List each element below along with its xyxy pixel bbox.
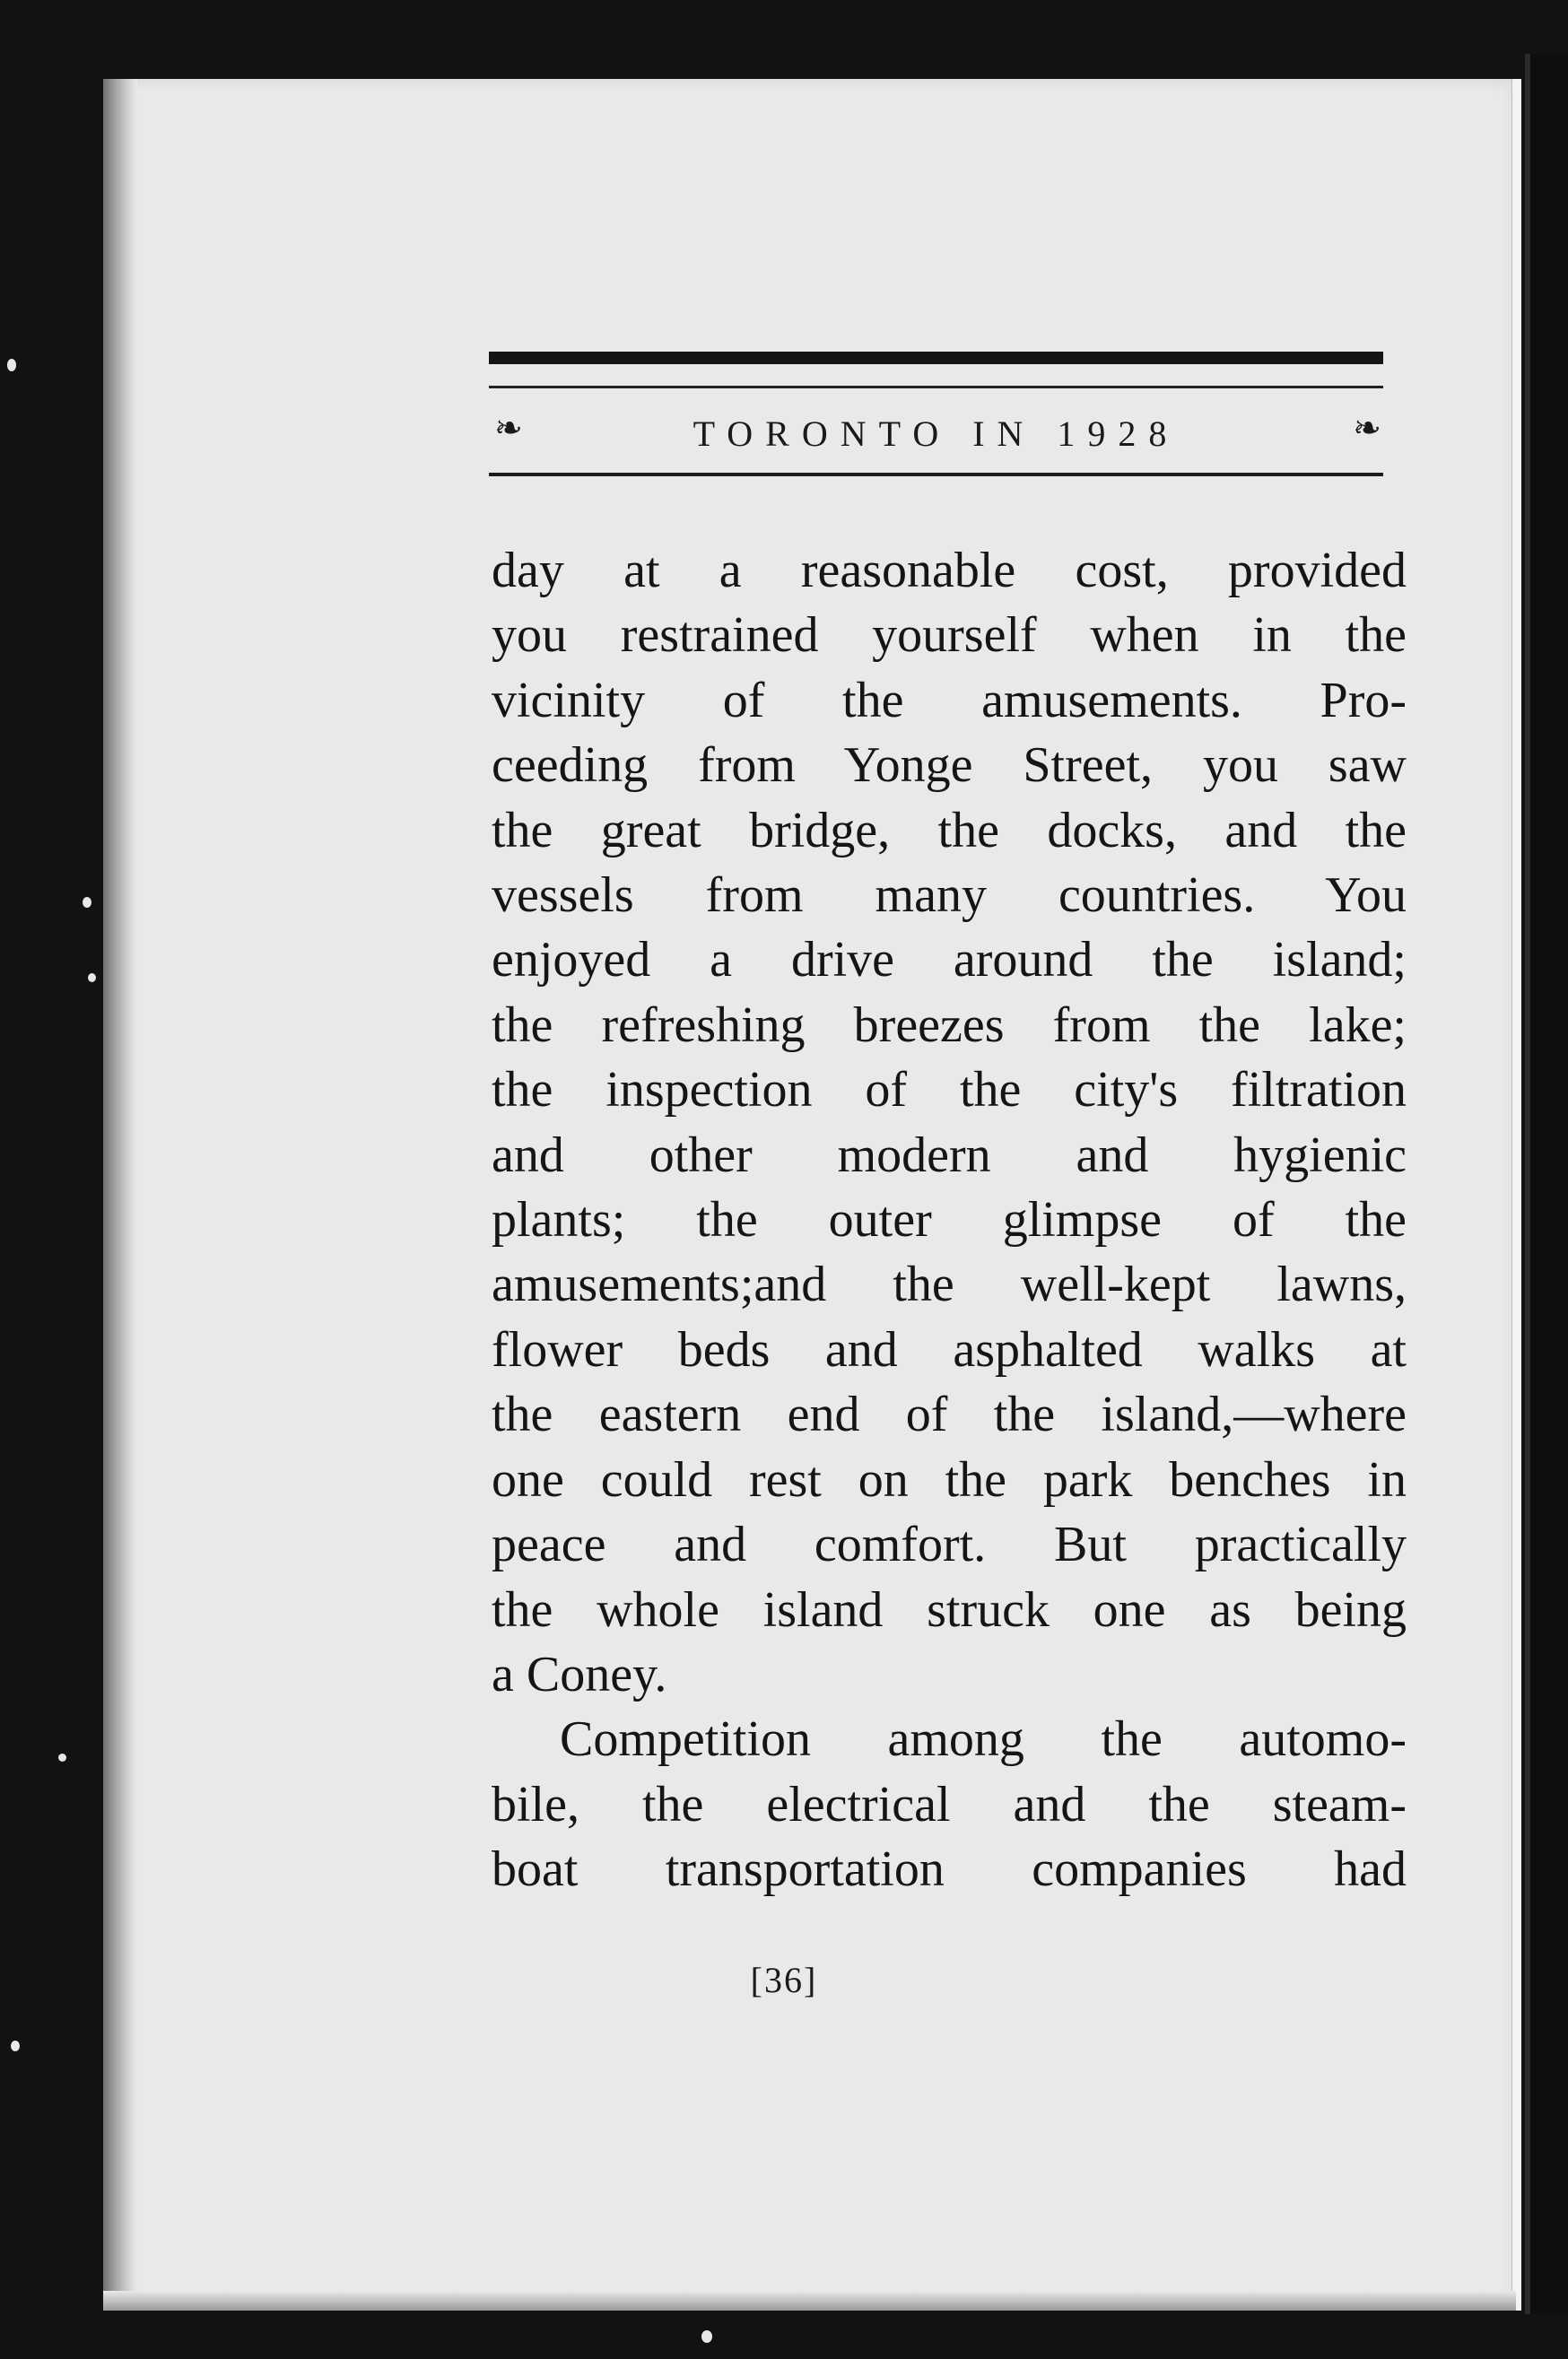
text-line: the inspection of the city's filtration xyxy=(492,1062,1407,1119)
head-rule-bottom xyxy=(489,473,1383,476)
scan-speck xyxy=(7,359,16,371)
head-rule-thin xyxy=(489,386,1383,388)
scan-speck xyxy=(83,897,91,908)
scan-speck xyxy=(58,1754,66,1762)
head-rule-thick xyxy=(489,352,1383,364)
fleuron-left-icon: ❧ xyxy=(494,408,523,448)
text-line: the great bridge, the docks, and the xyxy=(492,802,1407,858)
scan-speck xyxy=(11,2041,20,2051)
text-line: enjoyed a drive around the island; xyxy=(492,932,1407,988)
text-line: the eastern end of the island,—where xyxy=(492,1387,1407,1443)
text-line: vessels from many countries. You xyxy=(492,867,1407,924)
text-line: plants; the outer glimpse of the xyxy=(492,1192,1407,1249)
text-line: the refreshing breezes from the lake; xyxy=(492,997,1407,1053)
text-line: bile, the electrical and the steam- xyxy=(492,1776,1407,1832)
scan-speck xyxy=(701,2330,712,2343)
text-line: peace and comfort. But practically xyxy=(492,1517,1407,1573)
text-line: Competition among the automo- xyxy=(560,1711,1407,1768)
body-text xyxy=(492,538,1407,1902)
running-head xyxy=(489,405,1383,468)
scan-speck xyxy=(88,973,96,982)
text-line: amusements;and the well-kept lawns, xyxy=(492,1257,1407,1313)
text-line: ceeding from Yonge Street, you saw xyxy=(492,737,1407,794)
page-bottom-edge xyxy=(103,2291,1516,2311)
page-number: [36] xyxy=(750,1960,818,2000)
text-line: a Coney. xyxy=(492,1646,667,1702)
fleuron-right-icon: ❧ xyxy=(1353,408,1381,448)
text-line: vicinity of the amusements. Pro- xyxy=(492,672,1407,728)
text-line: and other modern and hygienic xyxy=(492,1127,1407,1183)
text-line: one could rest on the park benches in xyxy=(492,1451,1407,1508)
running-title: TORONTO IN 1928 xyxy=(693,413,1180,454)
text-line: day at a reasonable cost, provided xyxy=(492,543,1407,598)
text-line: you restrained yourself when in the xyxy=(492,607,1407,664)
text-line: boat transportation companies had xyxy=(492,1841,1407,1898)
text-line: flower beds and asphalted walks at xyxy=(492,1321,1407,1378)
text-line: the whole island struck one as being xyxy=(492,1581,1407,1638)
